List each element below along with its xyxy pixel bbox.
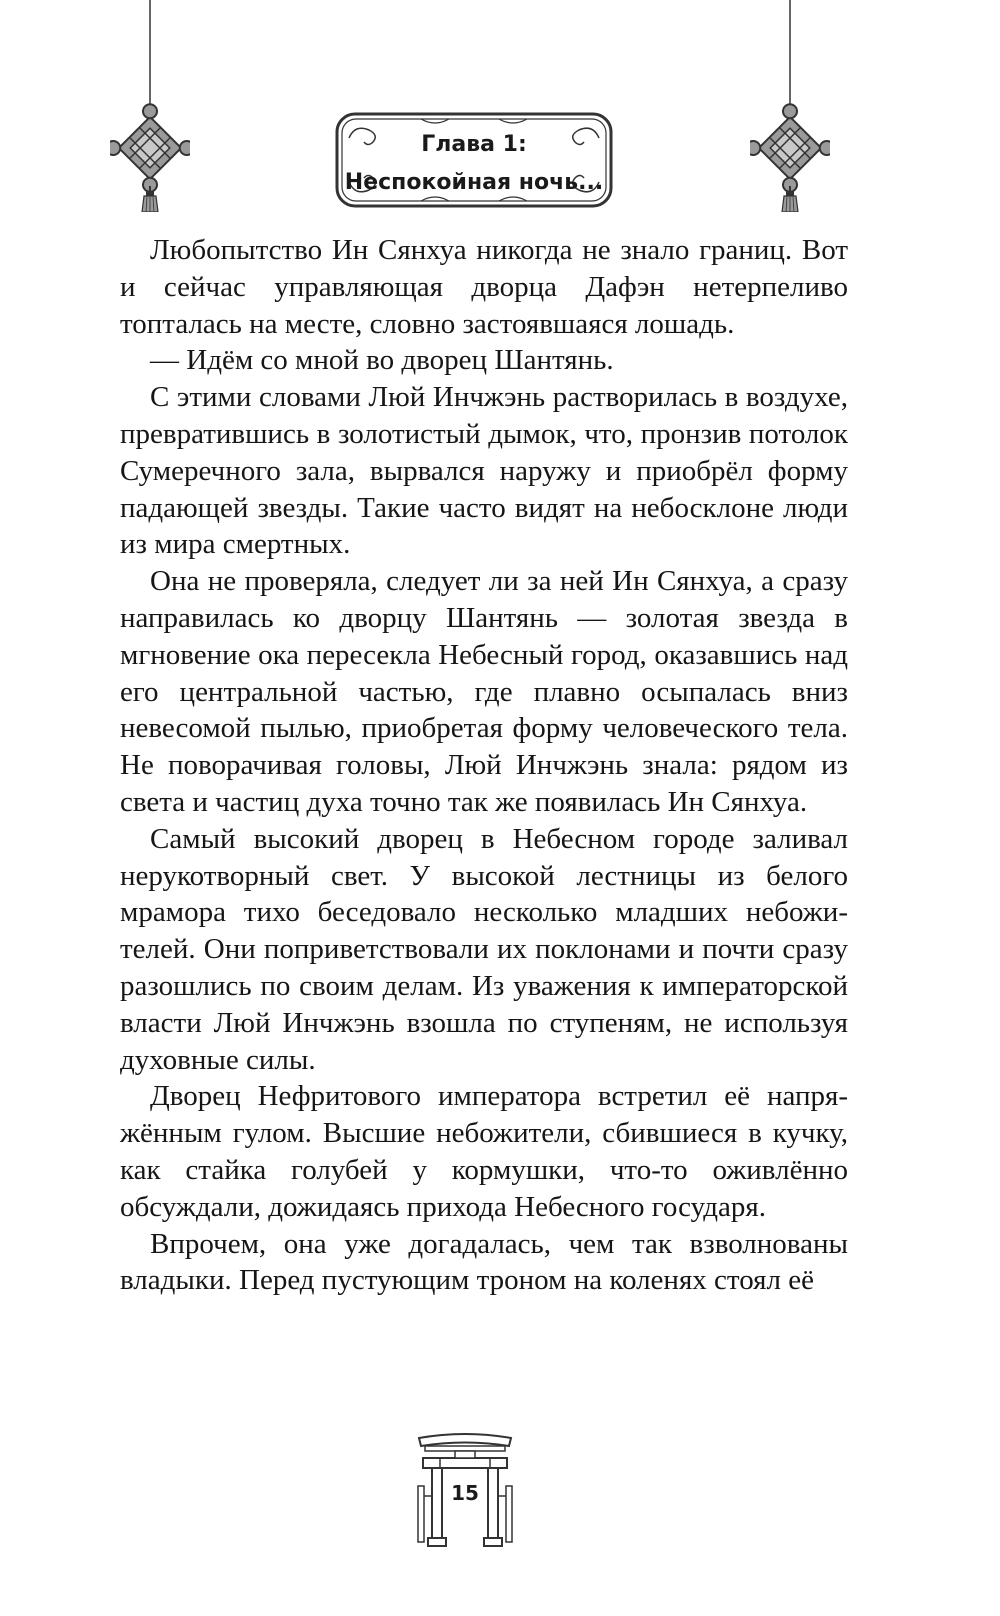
endless-knot-icon bbox=[110, 0, 190, 212]
paragraph: — Идём со мной во дворец Шантянь. bbox=[150, 344, 614, 377]
chapter-number: Глава 1: bbox=[421, 132, 527, 157]
paragraph: Впрочем, она уже догадалась, чем так взволнованы владыки. Перед пустующим троном на коленях стоял её bbox=[120, 1227, 848, 1297]
paragraph: Она не проверяла, следует ли за ней Ин Сянхуа, а сразу направилась ко дворцу Шантянь — золотая звезда в мгновение ока пересекла Небесный город, оказавшись над его центральной частью, где плавно осыпалась вниз невесомой пылью, приобретая форму человеческого тела. Не поворачивая головы, Люй Инчжэнь знала: рядом из света и частиц духа точно так же появилась Ин Сянхуа. bbox=[120, 565, 848, 818]
chapter-title bbox=[331, 126, 617, 202]
paragraph: Самый высокий дворец в Небесном городе заливал нерукотворный свет. У высокой лестницы из белого мрамора тихо беседовало несколько младших небожителей. Они поприветствовали их поклонами и почти сразу разошлись по своим делам. Из уважения к императорской власти Люй Инчжэнь взошла по ступеням, не используя духовные силы. bbox=[120, 822, 848, 1076]
chapter-subtitle: Неспокойная ночь... bbox=[344, 170, 604, 195]
paragraph: Дворец Нефритового императора встретил её напряжённым гулом. Высшие небожители, сбившиеся в кучку, как стайка голубей у кормушки, что-то оживлённо обсуждали, дожидаясь прихода Небесного государя. bbox=[120, 1080, 848, 1223]
paragraph: С этими словами Люй Инчжэнь растворилась в воздухе, превратившись в золотистый дымок, что, пронзив потолок Сумеречного зала, вырвался наружу и приобрёл форму падающей звезды. Такие часто видят на небосклоне люди из мира смертных. bbox=[120, 381, 848, 561]
endless-knot-icon bbox=[750, 0, 830, 212]
page-number: 15 bbox=[451, 1481, 479, 1505]
body-text bbox=[120, 232, 848, 1299]
paragraph: Любопытство Ин Сянхуа никогда не знало границ. Вот и сейчас управляющая дворца Дафэн нетерпеливо топталась на месте, словно застоявшаяся лошадь. bbox=[120, 234, 848, 340]
